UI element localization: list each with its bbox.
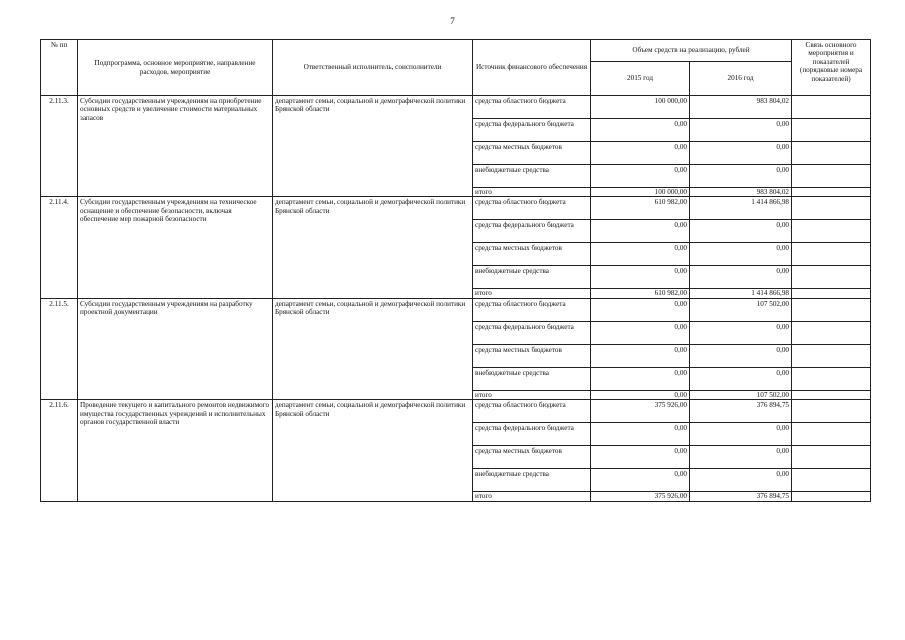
value-2016: 0,00 [690,321,792,344]
link-cell [792,220,871,243]
item-program: Субсидии государственным учреждениям на приобретение основных средств и увеличение стоимости материальных запасов [78,96,273,197]
value-2015: 0,00 [591,344,690,367]
funding-source: средства местных бюджетов [473,142,591,165]
header-source: Источник финансового обеспечения [473,40,591,96]
value-2015: 0,00 [591,367,690,390]
link-cell [792,188,871,197]
page-number: 7 [450,16,455,26]
value-2016: 0,00 [690,220,792,243]
funding-source: внебюджетные средства [473,165,591,188]
item-program: Субсидии государственным учреждениям на техническое оснащение и обеспечение безопасности, включая обеспечение мер пожарной безопасности [78,197,273,298]
funding-source: средства местных бюджетов [473,344,591,367]
item-executor: департамент семьи, социальной и демографической политики Брянской области [273,197,473,298]
link-cell [792,165,871,188]
total-label: итого [473,289,591,298]
funding-source: средства областного бюджета [473,400,591,423]
value-2015: 100 000,00 [591,96,690,119]
total-2015: 0,00 [591,390,690,399]
header-program: Подпрограмма, основное мероприятие, направление расходов, мероприятие [78,40,273,96]
funding-table [40,39,871,502]
value-2016: 983 804,02 [690,96,792,119]
table-body [41,96,871,502]
item-executor: департамент семьи, социальной и демографической политики Брянской области [273,298,473,399]
funding-source: средства федерального бюджета [473,119,591,142]
value-2016: 0,00 [690,119,792,142]
header-no: № пп [41,40,78,96]
item-number: 2.11.6. [41,400,78,501]
link-cell [792,197,871,220]
item-executor: департамент семьи, социальной и демографической политики Брянской области [273,400,473,501]
funding-source: средства областного бюджета [473,96,591,119]
value-2016: 0,00 [690,142,792,165]
value-2015: 0,00 [591,298,690,321]
link-cell [792,400,871,423]
header-link: Связь основного мероприятия и показателей (порядковые номера показателей) [792,40,871,96]
link-cell [792,266,871,289]
value-2015: 0,00 [591,446,690,469]
total-label: итого [473,188,591,197]
value-2016: 1 414 866,98 [690,197,792,220]
item-program: Проведение текущего и капитального ремонтов недвижимого имущества государственных учреждений и исполнительных органов государственной власти [78,400,273,501]
item-number: 2.11.4. [41,197,78,298]
total-label: итого [473,492,591,501]
funding-source: средства областного бюджета [473,197,591,220]
funding-source: средства местных бюджетов [473,243,591,266]
link-cell [792,298,871,321]
value-2015: 0,00 [591,469,690,492]
total-2016: 376 894,75 [690,492,792,501]
funding-source: средства областного бюджета [473,298,591,321]
total-2015: 610 982,00 [591,289,690,298]
header-2016: 2016 год [690,62,792,96]
value-2015: 0,00 [591,266,690,289]
funding-source: средства федерального бюджета [473,423,591,446]
funding-source: средства федерального бюджета [473,220,591,243]
funding-source: внебюджетные средства [473,367,591,390]
table-row [41,298,871,321]
link-cell [792,344,871,367]
table-row [41,197,871,220]
funding-source: внебюджетные средства [473,266,591,289]
total-2015: 100 000,00 [591,188,690,197]
link-cell [792,289,871,298]
value-2016: 0,00 [690,266,792,289]
total-2016: 983 804,02 [690,188,792,197]
link-cell [792,96,871,119]
value-2016: 376 894,75 [690,400,792,423]
item-program: Субсидии государственным учреждениям на разработку проектной документации [78,298,273,399]
value-2016: 0,00 [690,469,792,492]
value-2015: 0,00 [591,321,690,344]
total-2016: 1 414 866,98 [690,289,792,298]
value-2015: 375 926,00 [591,400,690,423]
item-number: 2.11.3. [41,96,78,197]
item-executor: департамент семьи, социальной и демографической политики Брянской области [273,96,473,197]
value-2015: 0,00 [591,243,690,266]
header-2015: 2015 год [591,62,690,96]
link-cell [792,423,871,446]
link-cell [792,469,871,492]
item-number: 2.11.5. [41,298,78,399]
value-2015: 0,00 [591,142,690,165]
value-2016: 0,00 [690,344,792,367]
value-2016: 107 502,00 [690,298,792,321]
value-2015: 0,00 [591,119,690,142]
link-cell [792,367,871,390]
link-cell [792,321,871,344]
total-2015: 375 926,00 [591,492,690,501]
value-2015: 0,00 [591,423,690,446]
link-cell [792,492,871,501]
value-2016: 0,00 [690,165,792,188]
value-2016: 0,00 [690,243,792,266]
value-2015: 610 982,00 [591,197,690,220]
value-2016: 0,00 [690,423,792,446]
header-funds: Объем средств на реализацию, рублей [591,40,792,62]
value-2016: 0,00 [690,367,792,390]
value-2015: 0,00 [591,165,690,188]
link-cell [792,390,871,399]
table-row [41,400,871,423]
funding-source: средства федерального бюджета [473,321,591,344]
value-2015: 0,00 [591,220,690,243]
funding-source: средства местных бюджетов [473,446,591,469]
link-cell [792,142,871,165]
table-row [41,96,871,119]
header-executor: Ответственный исполнитель, соисполнители [273,40,473,96]
link-cell [792,119,871,142]
value-2016: 0,00 [690,446,792,469]
funding-source: внебюджетные средства [473,469,591,492]
total-2016: 107 502,00 [690,390,792,399]
link-cell [792,243,871,266]
link-cell [792,446,871,469]
total-label: итого [473,390,591,399]
